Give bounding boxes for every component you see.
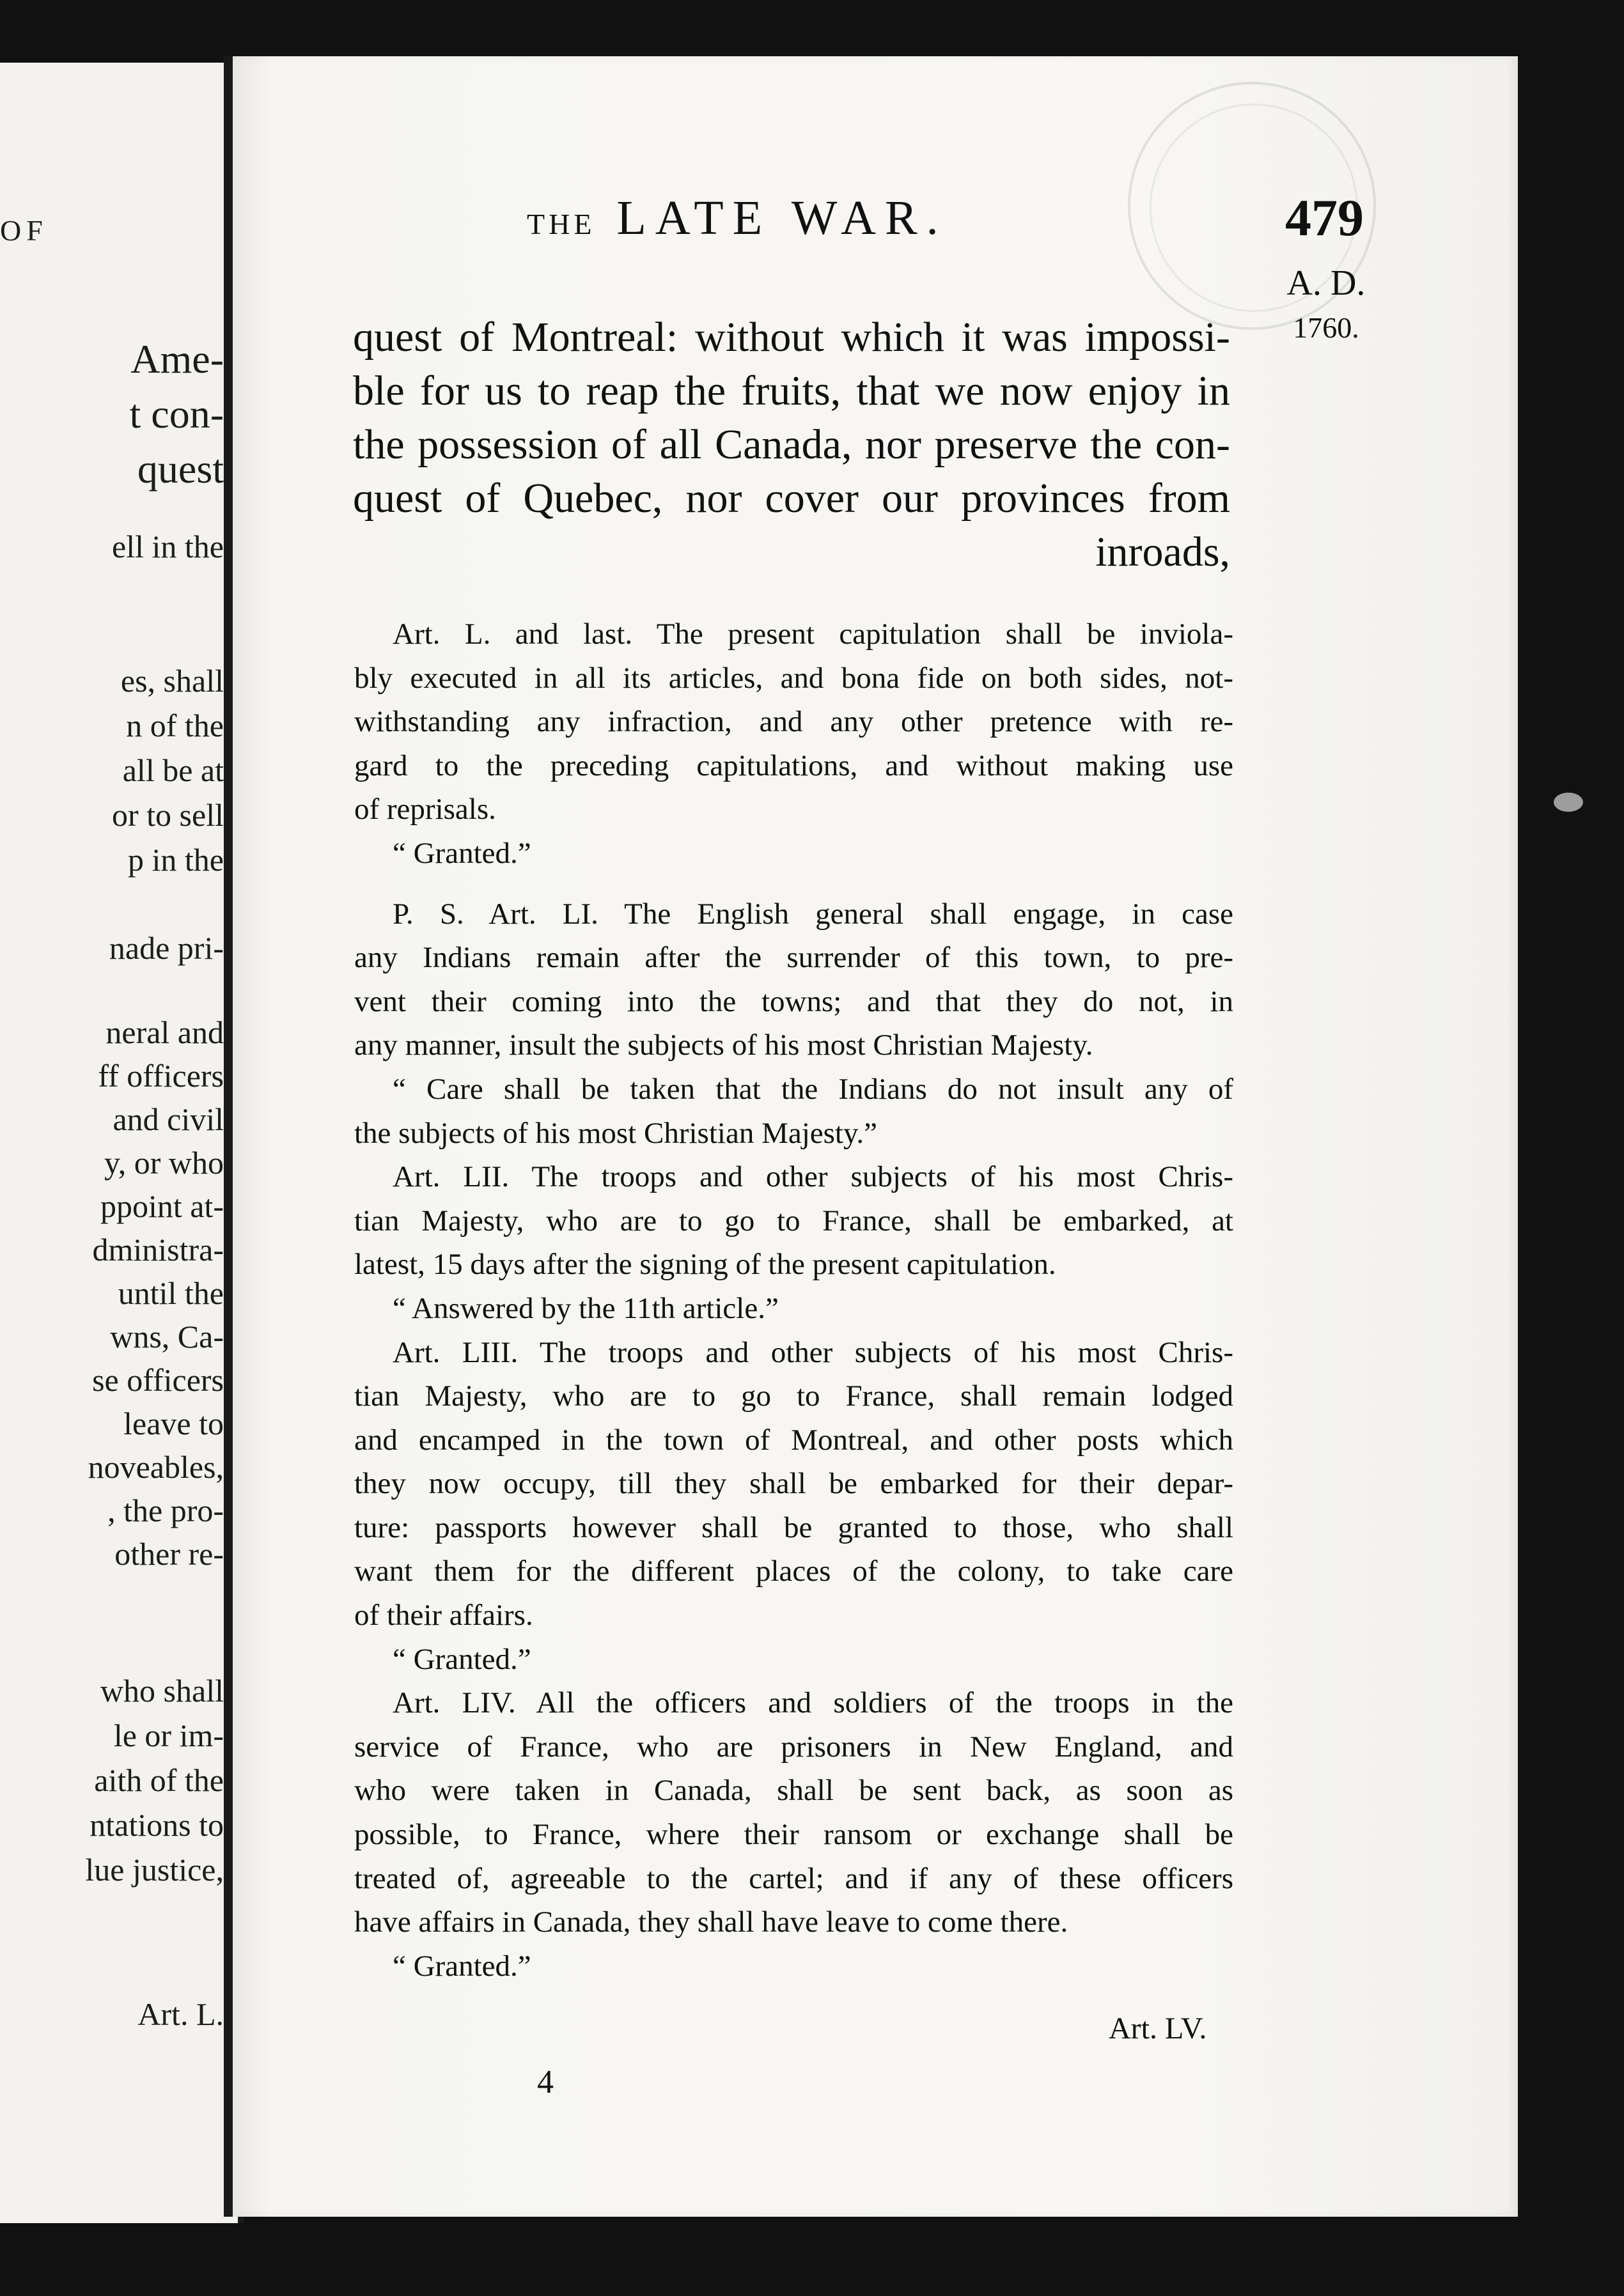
article-line: Art. L. and last. The present capitulation shall be inviola-	[393, 617, 1233, 651]
article-line: want them for the different places of the colony, to take care	[354, 1555, 1233, 1588]
running-head-the: THE	[527, 208, 596, 240]
article-answer: the subjects of his most Christian Majesty.”	[354, 1116, 878, 1150]
left-fragment: leave to	[123, 1406, 224, 1441]
main-text-line: quest of Quebec, nor cover our provinces from	[353, 475, 1230, 522]
article-line: who were taken in Canada, shall be sent back, as soon as	[354, 1774, 1233, 1808]
left-fragment: se officers	[92, 1362, 224, 1398]
left-fragment: ppoint at-	[100, 1188, 224, 1224]
left-fragment: nade pri-	[109, 930, 224, 966]
left-fragment: aith of the	[94, 1762, 224, 1798]
left-fragment: Ame-	[130, 336, 224, 382]
left-fragment: , the pro-	[107, 1493, 224, 1528]
article-answer: “ Granted.”	[393, 1642, 531, 1676]
left-fragment: y, or who	[104, 1145, 224, 1181]
article-line: and encamped in the town of Montreal, and other posts which	[354, 1423, 1233, 1457]
margin-year: 1760.	[1293, 311, 1359, 344]
left-fragment: ntations to	[90, 1807, 224, 1843]
main-text-line: ble for us to reap the fruits, that we now enjoy in	[353, 368, 1230, 414]
left-fragment: lue justice,	[85, 1852, 224, 1888]
article-line: gard to the preceding capitulations, and without making use	[354, 749, 1233, 782]
article-line: any Indians remain after the surrender of this town, to pre-	[354, 941, 1233, 975]
article-line: bly executed in all its articles, and bona fide on both sides, not-	[354, 661, 1233, 695]
left-fragment: dministra-	[92, 1232, 224, 1268]
article-line: latest, 15 days after the signing of the present capitulation.	[354, 1248, 1056, 1282]
article-line: any manner, insult the subjects of his most Christian Majesty.	[354, 1028, 1093, 1062]
main-text	[353, 311, 1230, 579]
margin-ad: A. D.	[1286, 263, 1366, 303]
article-line: tian Majesty, who are to go to France, shall be embarked, at	[354, 1204, 1233, 1237]
article-line: have affairs in Canada, they shall have leave to come there.	[354, 1905, 1068, 1939]
book-page	[224, 56, 1518, 2217]
article-line: Art. LIII. The troops and other subjects of his most Chris-	[393, 1335, 1233, 1369]
left-fragment: n of the	[126, 708, 224, 743]
left-fragment: and civil	[113, 1101, 224, 1137]
left-fragment: all be at	[122, 752, 224, 788]
left-fragment: t con-	[129, 391, 224, 437]
left-fragment: other re-	[114, 1536, 224, 1572]
article-line: tian Majesty, who are to go to France, shall remain lodged	[354, 1379, 1233, 1413]
left-fragment: wns, Ca-	[110, 1319, 224, 1354]
left-fragment: le or im-	[113, 1718, 224, 1753]
article-line: P. S. Art. LI. The English general shall engage, in case	[393, 897, 1233, 931]
article-answer: “ Care shall be taken that the Indians do not insult any of	[393, 1072, 1233, 1106]
article-answer: “ Answered by the 11th article.”	[393, 1291, 779, 1325]
left-fragment: Art. L.	[137, 1996, 224, 2032]
articles	[354, 612, 1233, 1988]
left-fragment: neral and	[105, 1014, 224, 1050]
left-page-header: OF	[0, 214, 48, 247]
article-answer: “ Granted.”	[393, 836, 531, 870]
signature-mark: 4	[537, 2064, 554, 2100]
article-line: Art. LII. The troops and other subjects of his most Chris-	[393, 1160, 1233, 1194]
article-answer: “ Granted.”	[393, 1949, 531, 1983]
margin-date-note	[1262, 261, 1390, 350]
article-line: of their affairs.	[354, 1599, 533, 1633]
article-line: treated of, agreeable to the cartel; and if any of these officers	[354, 1861, 1233, 1895]
article-line: service of France, who are prisoners in New England, and	[354, 1730, 1233, 1764]
scan-speck	[1554, 793, 1583, 812]
left-fragment: noveables,	[88, 1449, 224, 1485]
main-text-line: quest of Montreal: without which it was impossi-	[353, 314, 1230, 361]
catchword: Art. LV.	[1109, 2012, 1207, 2045]
running-head	[527, 190, 948, 246]
left-fragment: until the	[118, 1275, 224, 1311]
left-fragment: p in the	[128, 842, 224, 878]
main-text-line: inroads,	[1095, 529, 1230, 575]
article-line: possible, to France, where their ransom or exchange shall be	[354, 1818, 1233, 1852]
left-fragment: ff officers	[98, 1058, 224, 1094]
running-head-title: LATE WAR.	[616, 191, 948, 245]
left-fragment: or to sell	[112, 797, 224, 833]
article-line: withstanding any infraction, and any other pretence with re-	[354, 705, 1233, 739]
left-page	[0, 63, 244, 2223]
article-line: they now occupy, till they shall be embarked for their depar-	[354, 1467, 1233, 1501]
article-line: of reprisals.	[354, 793, 496, 826]
left-fragment: es, shall	[120, 663, 224, 699]
left-fragment: ell in the	[112, 529, 224, 564]
article-line: ture: passports however shall be granted to those, who shall	[354, 1510, 1233, 1544]
article-line: Art. LIV. All the officers and soldiers of the troops in the	[393, 1686, 1233, 1720]
main-text-line: the possession of all Canada, nor preserve the con-	[353, 421, 1230, 468]
article-line: vent their coming into the towns; and that they do not, in	[354, 984, 1233, 1018]
left-fragment: who shall	[100, 1673, 224, 1709]
left-fragment: quest	[137, 446, 224, 492]
page-number: 479	[1285, 189, 1364, 247]
